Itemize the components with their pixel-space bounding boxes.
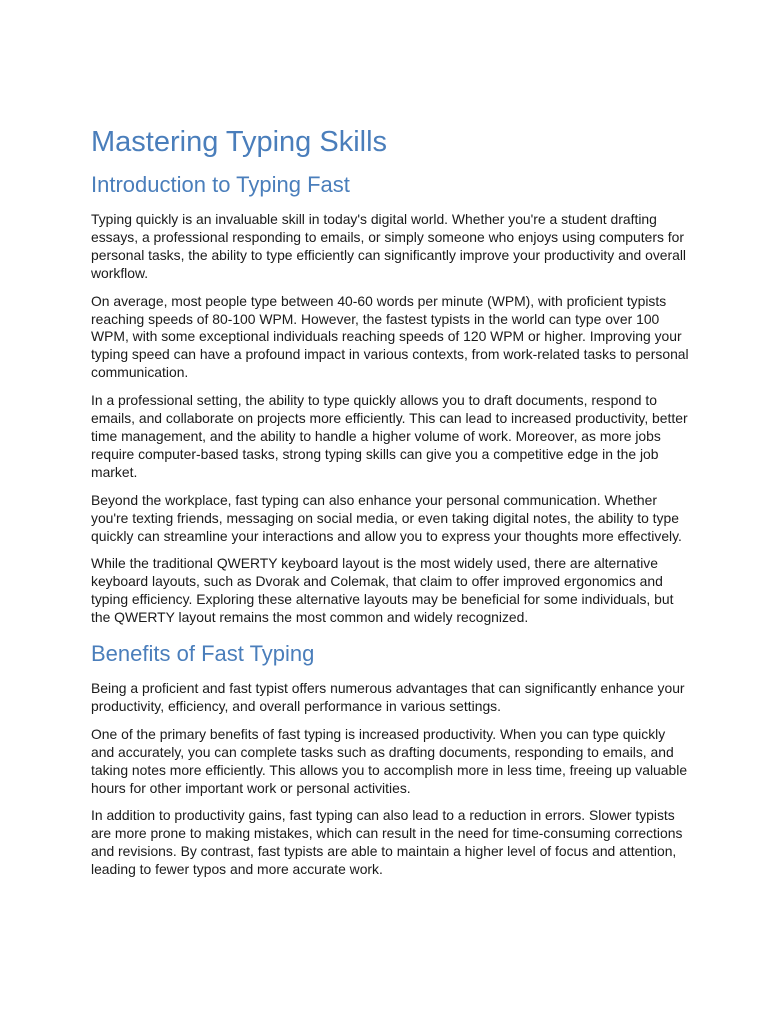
document-title: Mastering Typing Skills [91, 126, 388, 158]
section-heading: Introduction to Typing Fast [91, 172, 350, 197]
paragraph: Typing quickly is an invaluable skill in today's digital world. Whether you're a student drafting essays, a professional responding to emails, or simply someone who enjoys using computers for personal tasks, the ability to type efficiently can significantly improve your productivity and overall workflow. [91, 211, 687, 281]
paragraph: While the traditional QWERTY keyboard layout is the most widely used, there are alternative keyboard layouts, such as Dvorak and Colemak, that claim to offer improved ergonomics and typing efficiency. Exploring these alternative layouts may be beneficial for some individuals, but the QWERTY layout remains the most common and widely recognized. [91, 555, 674, 626]
paragraph: In addition to productivity gains, fast typing can also lead to a reduction in errors. Slower typists are more prone to making mistakes, which can result in the need for time-consuming corrections and revisions. By contrast, fast typists are able to maintain a higher level of focus and attention, leading to fewer typos and more accurate work. [91, 807, 683, 878]
section-introduction [91, 170, 691, 627]
paragraph: In a professional setting, the ability to type quickly allows you to draft documents, respond to emails, and collaborate on projects more efficiently. This can lead to increased productivity, better time management, and the ability to handle a higher volume of work. Moreover, as more jobs require computer-based tasks, strong typing skills can give you a competitive edge in the job market. [91, 392, 688, 480]
paragraph: Being a proficient and fast typist offers numerous advantages that can significantly enhance your productivity, efficiency, and overall performance in various settings. [91, 680, 685, 714]
paragraph: Beyond the workplace, fast typing can also enhance your personal communication. Whether you're texting friends, messaging on social media, or even taking digital notes, the ability to type quickly can streamline your interactions and allow you to express your thoughts more effectively. [91, 491, 682, 544]
paragraph: On average, most people type between 40-60 words per minute (WPM), with proficient typists reaching speeds of 80-100 WPM. However, the fastest typists in the world can type over 100 WPM, with some exceptional individuals reaching speeds of 120 WPM or higher. Improving your typing speed can have a profound impact in various contexts, from work-related tasks to personal communication. [91, 292, 689, 381]
document-page [91, 124, 691, 889]
paragraph: One of the primary benefits of fast typing is increased productivity. When you can type quickly and accurately, you can complete tasks such as drafting documents, responding to emails, and taking notes more efficiently. This allows you to accomplish more in less time, freeing up valuable hours for other important work or personal activities. [91, 725, 688, 796]
section-heading: Benefits of Fast Typing [91, 641, 315, 667]
section-benefits [91, 639, 691, 879]
